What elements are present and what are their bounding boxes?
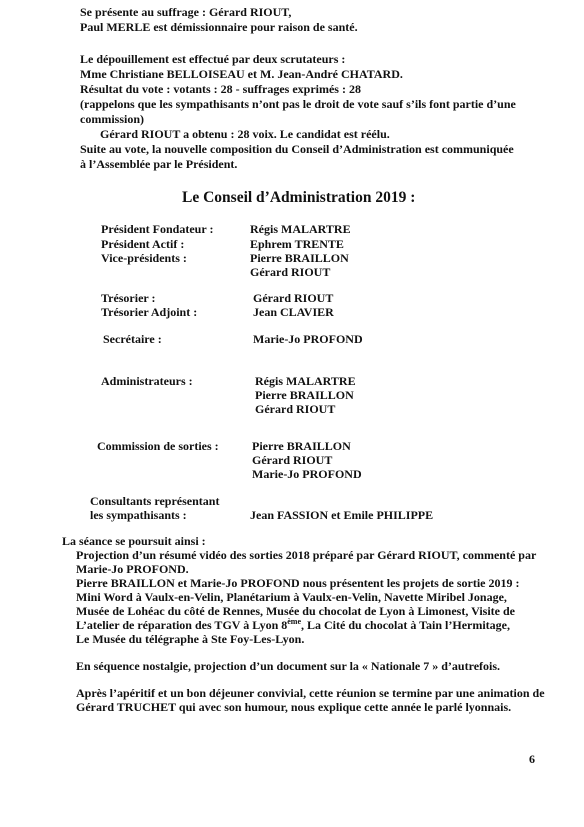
consultants-label-1: Consultants représentant xyxy=(90,494,220,508)
nostalgia-line: En séquence nostalgie, projection d’un document sur la « Nationale 7 » d’autrefois. xyxy=(76,659,501,673)
consultants-label-2: les sympathisants : xyxy=(90,508,187,522)
administrators-label: Administrateurs : xyxy=(101,374,193,388)
treasurer-label: Trésorier : xyxy=(101,291,156,305)
projects-line-5: Le Musée du télégraphe à Ste Foy-Les-Lyon. xyxy=(76,632,305,646)
president-founder-label: Président Fondateur : xyxy=(101,222,214,236)
page-number: 6 xyxy=(529,752,535,766)
video-line-1: Projection d’un résumé vidéo des sorties 2018 préparé par Gérard RIOUT, commenté par xyxy=(76,548,537,562)
treasurer-value: Gérard RIOUT xyxy=(253,291,334,305)
composition-line-1: Suite au vote, la nouvelle composition du Conseil d’Administration est communiquée xyxy=(80,142,514,156)
administrator-1: Régis MALARTRE xyxy=(255,374,356,388)
secretary-label: Secrétaire : xyxy=(103,332,162,346)
vice-president-1: Pierre BRAILLON xyxy=(250,251,349,265)
tellers-line: Mme Christiane BELLOISEAU et M. Jean-André CHATARD. xyxy=(80,67,403,81)
candidate-line: Se présente au suffrage : Gérard RIOUT, xyxy=(80,5,292,19)
council-title: Le Conseil d’Administration 2019 : xyxy=(182,189,416,206)
administrator-2: Pierre BRAILLON xyxy=(255,388,354,402)
administrator-3: Gérard RIOUT xyxy=(255,402,336,416)
reminder-line-2: commission) xyxy=(80,112,144,126)
president-active-label: Président Actif : xyxy=(101,237,185,251)
outings-member-1: Pierre BRAILLON xyxy=(252,439,351,453)
projects-line-3: Musée de Lohéac du côté de Rennes, Musée du chocolat de Lyon à Limonest, Visite de xyxy=(76,604,515,618)
outings-member-2: Gérard RIOUT xyxy=(252,453,333,467)
ordinal-superscript: ème xyxy=(287,617,302,626)
vote-result-line: Résultat du vote : votants : 28 - suffrages exprimés : 28 xyxy=(80,82,361,96)
president-founder-value: Régis MALARTRE xyxy=(250,222,351,236)
elected-line: Gérard RIOUT a obtenu : 28 voix. Le candidat est réélu. xyxy=(100,127,390,141)
session-heading: La séance se poursuit ainsi : xyxy=(62,534,206,548)
projects-line-4-start: L’atelier de réparation des TGV à Lyon 8 xyxy=(76,618,288,632)
composition-line-2: à l’Assemblée par le Président. xyxy=(80,157,238,171)
president-active-value: Ephrem TRENTE xyxy=(250,237,344,251)
secretary-value: Marie-Jo PROFOND xyxy=(253,332,363,346)
consultants-value: Jean FASSION et Emile PHILIPPE xyxy=(250,508,434,522)
projects-line-1: Pierre BRAILLON et Marie-Jo PROFOND nous présentent les projets de sortie 2019 : xyxy=(76,576,520,590)
resignation-line: Paul MERLE est démissionnaire pour raison de santé. xyxy=(80,20,358,34)
outings-commission-label: Commission de sorties : xyxy=(97,439,219,453)
assistant-treasurer-label: Trésorier Adjoint : xyxy=(101,305,198,319)
closing-line-2: Gérard TRUCHET qui avec son humour, nous explique cette année le parlé lyonnais. xyxy=(76,700,512,714)
projects-line-4-end: , La Cité du chocolat à Tain l’Hermitage, xyxy=(301,618,511,632)
video-line-2: Marie-Jo PROFOND. xyxy=(76,562,189,576)
assistant-treasurer-value: Jean CLAVIER xyxy=(253,305,334,319)
outings-member-3: Marie-Jo PROFOND xyxy=(252,467,362,481)
vice-president-2: Gérard RIOUT xyxy=(250,265,331,279)
projects-line-4 xyxy=(76,618,510,633)
closing-line-1: Après l’apéritif et un bon déjeuner convivial, cette réunion se termine par une animation de xyxy=(76,686,545,700)
vice-presidents-label: Vice-présidents : xyxy=(101,251,187,265)
projects-line-2: Mini Word à Vaulx-en-Velin, Planétarium à Vaulx-en-Velin, Navette Miribel Jonage, xyxy=(76,590,507,604)
reminder-line-1: (rappelons que les sympathisants n’ont pas le droit de vote sauf s’ils font partie d’une xyxy=(80,97,516,111)
counting-line: Le dépouillement est effectué par deux scrutateurs : xyxy=(80,52,346,66)
